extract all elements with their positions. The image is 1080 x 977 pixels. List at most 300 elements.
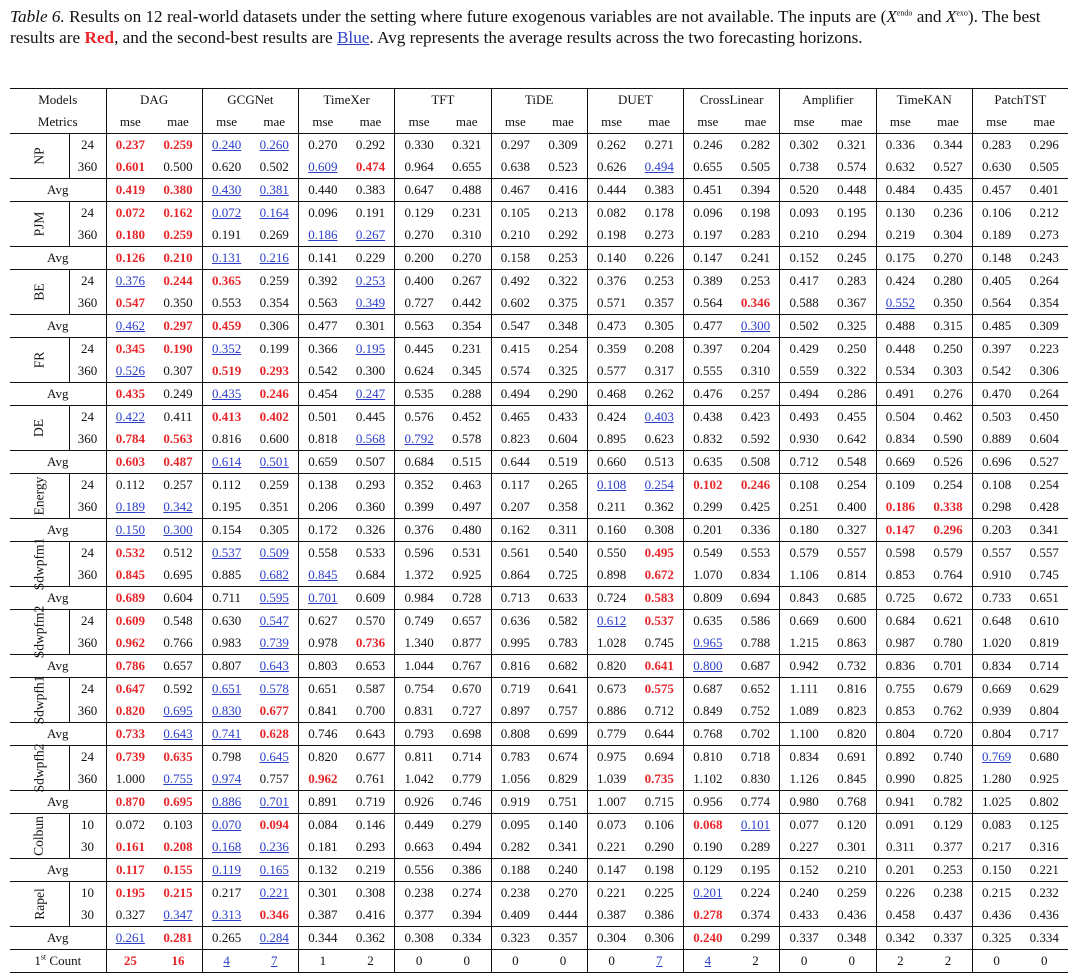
value-cell: 0.376 xyxy=(115,273,145,288)
value-cell: 0.502 xyxy=(250,156,298,179)
horizon-label: 24 xyxy=(69,610,106,633)
avg-value-cell: 0.609 xyxy=(347,587,395,610)
value-cell: 0.125 xyxy=(1029,817,1059,832)
value-cell: 0.532 xyxy=(115,545,145,560)
value-cell: 0.834 xyxy=(789,749,819,764)
avg-value-cell: 0.306 xyxy=(635,927,683,950)
value-cell: 0.547 xyxy=(250,610,298,633)
value-cell: 0.563 xyxy=(154,428,202,451)
table-row xyxy=(10,814,1068,837)
value-cell: 0.197 xyxy=(693,227,723,242)
avg-label: Avg xyxy=(10,587,106,610)
value-cell: 0.093 xyxy=(789,205,819,220)
value-cell: 0.612 xyxy=(596,613,627,628)
dataset-name xyxy=(10,743,69,793)
value-cell: 0.103 xyxy=(154,814,202,837)
value-cell: 0.068 xyxy=(693,817,723,832)
avg-value-cell: 0.172 xyxy=(299,519,347,542)
count-value-cell: 0 xyxy=(1020,950,1068,973)
value-cell: 0.304 xyxy=(924,224,972,247)
horizon-label: 360 xyxy=(69,768,106,791)
value-cell: 0.354 xyxy=(1029,295,1059,310)
value-cell: 0.673 xyxy=(596,681,627,696)
count-value-cell: 7 xyxy=(250,950,298,973)
caption-text-b: and xyxy=(916,7,946,26)
value-cell: 0.740 xyxy=(924,746,972,769)
avg-value-cell: 0.836 xyxy=(876,655,924,678)
value-cell: 0.417 xyxy=(789,273,819,288)
value-cell: 0.642 xyxy=(828,428,876,451)
avg-value-cell: 0.305 xyxy=(635,315,683,338)
x-endo-symbol: X xyxy=(886,7,897,26)
value-cell: 0.251 xyxy=(789,499,819,514)
value-cell: 0.178 xyxy=(635,202,683,225)
avg-value-cell: 0.210 xyxy=(828,859,876,882)
value-cell: 1.372 xyxy=(404,567,434,582)
value-cell: 0.574 xyxy=(828,156,876,179)
value-cell: 0.238 xyxy=(924,882,972,905)
value-cell: 0.592 xyxy=(154,678,202,701)
avg-value-cell: 0.644 xyxy=(491,451,539,474)
value-cell: 0.626 xyxy=(596,159,627,174)
avg-value-cell: 0.261 xyxy=(106,927,154,950)
value-cell: 0.307 xyxy=(154,360,202,383)
value-cell: 0.199 xyxy=(250,338,298,361)
avg-value-cell: 0.308 xyxy=(635,519,683,542)
value-cell: 0.376 xyxy=(596,273,627,288)
value-cell: 0.493 xyxy=(789,409,819,424)
avg-value-cell: 0.980 xyxy=(780,791,828,814)
value-cell: 0.402 xyxy=(250,406,298,429)
avg-value-cell: 0.870 xyxy=(106,791,154,814)
value-cell: 0.346 xyxy=(250,904,298,927)
value-cell: 0.436 xyxy=(1029,907,1059,922)
table-row xyxy=(10,474,1068,497)
count-value-cell: 2 xyxy=(347,950,395,973)
avg-value-cell: 0.820 xyxy=(828,723,876,746)
table-row xyxy=(10,768,1068,791)
avg-value-cell: 0.647 xyxy=(395,179,443,202)
avg-value-cell: 0.614 xyxy=(202,451,250,474)
avg-value-cell: 0.603 xyxy=(106,451,154,474)
value-cell: 0.727 xyxy=(443,700,491,723)
avg-value-cell: 0.141 xyxy=(299,247,347,270)
avg-value-cell: 0.643 xyxy=(347,723,395,746)
avg-value-cell: 0.246 xyxy=(250,383,298,406)
avg-value-cell: 0.804 xyxy=(876,723,924,746)
avg-value-cell: 0.732 xyxy=(828,655,876,678)
avg-value-cell: 0.494 xyxy=(780,383,828,406)
value-cell: 0.669 xyxy=(789,613,819,628)
avg-value-cell: 0.643 xyxy=(154,723,202,746)
avg-value-cell: 0.644 xyxy=(635,723,683,746)
avg-value-cell: 0.147 xyxy=(587,859,635,882)
value-cell: 0.070 xyxy=(211,817,242,832)
avg-value-cell: 0.843 xyxy=(780,587,828,610)
caption-text-c: ). The best results are xyxy=(10,7,1041,47)
table-row xyxy=(10,610,1068,633)
value-cell: 0.694 xyxy=(635,746,683,769)
dataset-label: PJM xyxy=(31,211,47,237)
value-cell: 0.260 xyxy=(250,134,298,157)
value-cell: 0.816 xyxy=(211,431,242,446)
avg-value-cell: 0.651 xyxy=(1020,587,1068,610)
value-cell: 0.253 xyxy=(347,270,395,293)
avg-value-cell: 0.297 xyxy=(154,315,202,338)
value-cell: 0.588 xyxy=(789,295,819,310)
value-cell: 1.056 xyxy=(500,771,530,786)
value-cell: 0.501 xyxy=(308,409,338,424)
value-cell: 0.841 xyxy=(308,703,338,718)
value-cell: 0.574 xyxy=(500,363,530,378)
value-cell: 0.736 xyxy=(347,632,395,655)
value-cell: 0.540 xyxy=(539,542,587,565)
value-cell: 0.638 xyxy=(500,159,530,174)
table-row xyxy=(10,270,1068,293)
value-cell: 0.578 xyxy=(443,428,491,451)
value-cell: 0.531 xyxy=(443,542,491,565)
value-cell: 0.995 xyxy=(500,635,530,650)
value-cell: 0.465 xyxy=(500,409,530,424)
value-cell: 0.210 xyxy=(500,227,530,242)
value-cell: 0.400 xyxy=(828,496,876,519)
model-name: TimeXer xyxy=(299,89,395,112)
value-cell: 0.674 xyxy=(539,746,587,769)
count-value-cell: 0 xyxy=(972,950,1020,973)
avg-value-cell: 0.334 xyxy=(443,927,491,950)
avg-value-cell: 0.306 xyxy=(250,315,298,338)
value-cell: 0.687 xyxy=(693,681,723,696)
avg-value-cell: 0.309 xyxy=(1020,315,1068,338)
first-count-label xyxy=(10,950,106,973)
value-cell: 0.354 xyxy=(250,292,298,315)
metric-name: mse xyxy=(106,111,154,134)
value-cell: 0.254 xyxy=(828,474,876,497)
value-cell: 0.564 xyxy=(693,295,723,310)
value-cell: 1.028 xyxy=(596,635,627,650)
avg-value-cell: 0.746 xyxy=(299,723,347,746)
results-table-body xyxy=(10,89,1068,973)
horizon-label: 24 xyxy=(69,746,106,769)
value-cell: 0.505 xyxy=(732,156,780,179)
dataset-name xyxy=(10,537,69,591)
value-cell: 0.292 xyxy=(539,224,587,247)
value-cell: 0.253 xyxy=(635,270,683,293)
value-cell: 0.236 xyxy=(250,836,298,859)
value-cell: 0.224 xyxy=(732,882,780,905)
avg-value-cell: 0.653 xyxy=(347,655,395,678)
value-cell: 0.215 xyxy=(981,885,1012,900)
value-cell: 0.810 xyxy=(693,749,723,764)
value-cell: 0.816 xyxy=(828,678,876,701)
avg-value-cell: 0.148 xyxy=(972,247,1020,270)
value-cell: 0.282 xyxy=(732,134,780,157)
avg-value-cell: 0.341 xyxy=(1020,519,1068,542)
value-cell: 0.106 xyxy=(981,205,1012,220)
table-row xyxy=(10,156,1068,179)
value-cell: 0.301 xyxy=(308,885,338,900)
avg-value-cell: 0.147 xyxy=(876,519,924,542)
value-cell: 0.684 xyxy=(885,613,915,628)
table-row xyxy=(10,406,1068,429)
table-row xyxy=(10,882,1068,905)
avg-value-cell: 0.270 xyxy=(924,247,972,270)
avg-value-cell: 0.327 xyxy=(828,519,876,542)
first-count-row xyxy=(10,950,1068,973)
value-cell: 0.834 xyxy=(885,431,915,446)
value-cell: 0.755 xyxy=(885,681,915,696)
table-row xyxy=(10,134,1068,157)
value-cell: 0.504 xyxy=(885,409,915,424)
avg-value-cell: 0.435 xyxy=(202,383,250,406)
value-cell: 0.397 xyxy=(981,341,1012,356)
value-cell: 0.436 xyxy=(828,904,876,927)
value-cell: 0.254 xyxy=(1029,477,1059,492)
value-cell: 0.655 xyxy=(693,159,723,174)
avg-value-cell: 0.284 xyxy=(250,927,298,950)
dataset-label: Energy xyxy=(31,476,47,516)
avg-value-cell: 0.203 xyxy=(972,519,1020,542)
avg-row xyxy=(10,791,1068,814)
value-cell: 0.621 xyxy=(924,610,972,633)
value-cell: 0.386 xyxy=(635,904,683,927)
value-cell: 0.636 xyxy=(500,613,530,628)
avg-value-cell: 0.689 xyxy=(106,587,154,610)
avg-value-cell: 0.219 xyxy=(347,859,395,882)
avg-row xyxy=(10,927,1068,950)
value-cell: 0.283 xyxy=(732,224,780,247)
value-cell: 0.762 xyxy=(924,700,972,723)
value-cell: 0.433 xyxy=(789,907,819,922)
value-cell: 0.578 xyxy=(250,678,298,701)
value-cell: 0.600 xyxy=(828,610,876,633)
value-cell: 0.832 xyxy=(693,431,723,446)
dataset-name xyxy=(10,202,69,247)
avg-value-cell: 0.216 xyxy=(250,247,298,270)
metric-name: mse xyxy=(299,111,347,134)
value-cell: 0.550 xyxy=(596,545,627,560)
value-cell: 0.755 xyxy=(154,768,202,791)
dataset-label: Sdwpfh2 xyxy=(31,743,47,793)
count-value-cell: 2 xyxy=(876,950,924,973)
metric-name: mae xyxy=(924,111,972,134)
avg-value-cell: 0.713 xyxy=(491,587,539,610)
avg-value-cell: 0.919 xyxy=(491,791,539,814)
value-cell: 0.444 xyxy=(539,904,587,927)
value-cell: 0.897 xyxy=(500,703,530,718)
value-cell: 0.557 xyxy=(1029,545,1059,560)
value-cell: 0.351 xyxy=(250,496,298,519)
value-cell: 0.306 xyxy=(1029,363,1059,378)
value-cell: 0.204 xyxy=(732,338,780,361)
value-cell: 0.895 xyxy=(596,431,627,446)
value-cell: 0.677 xyxy=(250,700,298,723)
value-cell: 0.677 xyxy=(347,746,395,769)
value-cell: 0.129 xyxy=(404,205,434,220)
value-cell: 0.425 xyxy=(732,496,780,519)
value-cell: 0.735 xyxy=(635,768,683,791)
model-name: Amplifier xyxy=(780,89,876,112)
value-cell: 0.500 xyxy=(154,156,202,179)
value-cell: 0.225 xyxy=(635,882,683,905)
value-cell: 0.217 xyxy=(211,885,242,900)
value-cell: 0.780 xyxy=(924,632,972,655)
avg-value-cell: 0.487 xyxy=(154,451,202,474)
value-cell: 0.330 xyxy=(404,137,434,152)
avg-label: Avg xyxy=(10,451,106,474)
model-name: TiDE xyxy=(491,89,587,112)
table-row xyxy=(10,904,1068,927)
value-cell: 0.278 xyxy=(693,907,723,922)
value-cell: 0.280 xyxy=(924,270,972,293)
avg-value-cell: 0.152 xyxy=(780,859,828,882)
value-cell: 0.680 xyxy=(1029,749,1059,764)
count-value-cell: 0 xyxy=(395,950,443,973)
avg-value-cell: 0.435 xyxy=(924,179,972,202)
value-cell: 0.804 xyxy=(1029,703,1059,718)
count-value-cell: 4 xyxy=(202,950,250,973)
value-cell: 0.244 xyxy=(154,270,202,293)
value-cell: 0.494 xyxy=(635,156,683,179)
avg-value-cell: 0.362 xyxy=(347,927,395,950)
value-cell: 0.345 xyxy=(443,360,491,383)
value-cell: 0.190 xyxy=(154,338,202,361)
value-cell: 0.563 xyxy=(308,295,338,310)
avg-value-cell: 0.337 xyxy=(780,927,828,950)
metric-name: mse xyxy=(202,111,250,134)
value-cell: 0.298 xyxy=(981,499,1012,514)
value-cell: 1.102 xyxy=(693,771,723,786)
value-cell: 0.232 xyxy=(1029,885,1059,900)
value-cell: 0.096 xyxy=(693,205,723,220)
avg-label: Avg xyxy=(10,655,106,678)
value-cell: 0.669 xyxy=(981,681,1012,696)
value-cell: 0.596 xyxy=(404,545,434,560)
avg-value-cell: 0.473 xyxy=(587,315,635,338)
avg-value-cell: 0.386 xyxy=(443,859,491,882)
value-cell: 0.630 xyxy=(981,159,1012,174)
value-cell: 0.877 xyxy=(443,632,491,655)
value-cell: 0.725 xyxy=(539,564,587,587)
avg-value-cell: 0.262 xyxy=(635,383,683,406)
value-cell: 0.259 xyxy=(154,224,202,247)
avg-value-cell: 0.154 xyxy=(202,519,250,542)
metric-name: mae xyxy=(250,111,298,134)
value-cell: 0.542 xyxy=(308,363,338,378)
value-cell: 0.739 xyxy=(250,632,298,655)
caption-text-e: . Avg represents the average results across the two forecasting horizons. xyxy=(369,28,863,47)
avg-value-cell: 0.325 xyxy=(828,315,876,338)
value-cell: 0.296 xyxy=(1029,137,1059,152)
avg-value-cell: 0.779 xyxy=(587,723,635,746)
value-cell: 0.829 xyxy=(539,768,587,791)
avg-label: Avg xyxy=(10,927,106,950)
value-cell: 0.292 xyxy=(347,134,395,157)
avg-value-cell: 0.457 xyxy=(972,179,1020,202)
value-cell: 0.503 xyxy=(981,409,1012,424)
value-cell: 0.367 xyxy=(828,292,876,315)
avg-value-cell: 0.595 xyxy=(250,587,298,610)
avg-row xyxy=(10,655,1068,678)
value-cell: 0.889 xyxy=(981,431,1012,446)
count-label-rest: Count xyxy=(46,953,82,968)
avg-value-cell: 0.746 xyxy=(443,791,491,814)
avg-value-cell: 0.288 xyxy=(443,383,491,406)
value-cell: 0.195 xyxy=(347,338,395,361)
value-cell: 0.101 xyxy=(732,814,780,837)
model-name: TFT xyxy=(395,89,491,112)
avg-value-cell: 0.751 xyxy=(539,791,587,814)
avg-value-cell: 0.886 xyxy=(202,791,250,814)
metric-name: mse xyxy=(972,111,1020,134)
avg-label: Avg xyxy=(10,859,106,882)
avg-value-cell: 0.628 xyxy=(250,723,298,746)
avg-value-cell: 0.491 xyxy=(876,383,924,406)
value-cell: 0.627 xyxy=(308,613,338,628)
value-cell: 0.403 xyxy=(635,406,683,429)
avg-value-cell: 0.984 xyxy=(395,587,443,610)
value-cell: 0.257 xyxy=(154,474,202,497)
avg-value-cell: 0.701 xyxy=(924,655,972,678)
value-cell: 0.259 xyxy=(250,474,298,497)
value-cell: 0.198 xyxy=(732,202,780,225)
count-label-main: 1 xyxy=(34,953,41,968)
value-cell: 0.289 xyxy=(732,836,780,859)
avg-value-cell: 0.354 xyxy=(443,315,491,338)
value-cell: 0.347 xyxy=(154,904,202,927)
value-cell: 0.445 xyxy=(347,406,395,429)
avg-value-cell: 0.243 xyxy=(1020,247,1068,270)
endo-superscript: endo xyxy=(896,8,913,18)
value-cell: 0.820 xyxy=(115,703,145,718)
avg-value-cell: 0.657 xyxy=(154,655,202,678)
dataset-name xyxy=(10,134,69,179)
value-cell: 0.598 xyxy=(885,545,915,560)
value-cell: 0.405 xyxy=(981,273,1012,288)
value-cell: 0.091 xyxy=(885,817,915,832)
avg-value-cell: 0.376 xyxy=(395,519,443,542)
value-cell: 0.083 xyxy=(981,817,1012,832)
dataset-label: Colbun xyxy=(31,816,47,856)
value-cell: 0.198 xyxy=(596,227,627,242)
value-cell: 0.191 xyxy=(211,227,242,242)
avg-value-cell: 0.300 xyxy=(732,315,780,338)
value-cell: 0.186 xyxy=(308,227,338,242)
avg-value-cell: 0.152 xyxy=(780,247,828,270)
horizon-label: 360 xyxy=(69,632,106,655)
horizon-label: 10 xyxy=(69,882,106,905)
metric-name: mse xyxy=(395,111,443,134)
value-cell: 0.647 xyxy=(115,681,145,696)
avg-value-cell: 0.348 xyxy=(539,315,587,338)
value-cell: 0.586 xyxy=(732,610,780,633)
avg-value-cell: 0.308 xyxy=(395,927,443,950)
value-cell: 0.387 xyxy=(308,907,338,922)
avg-value-cell: 1.007 xyxy=(587,791,635,814)
avg-value-cell: 0.226 xyxy=(635,247,683,270)
value-cell: 0.651 xyxy=(211,681,242,696)
value-cell: 0.250 xyxy=(828,338,876,361)
avg-value-cell: 0.334 xyxy=(1020,927,1068,950)
value-cell: 0.365 xyxy=(211,273,242,288)
value-cell: 0.082 xyxy=(596,205,627,220)
avg-value-cell: 0.513 xyxy=(635,451,683,474)
value-cell: 0.632 xyxy=(885,159,915,174)
value-cell: 0.096 xyxy=(308,205,338,220)
value-cell: 0.600 xyxy=(250,428,298,451)
value-cell: 0.231 xyxy=(443,338,491,361)
avg-value-cell: 0.444 xyxy=(587,179,635,202)
